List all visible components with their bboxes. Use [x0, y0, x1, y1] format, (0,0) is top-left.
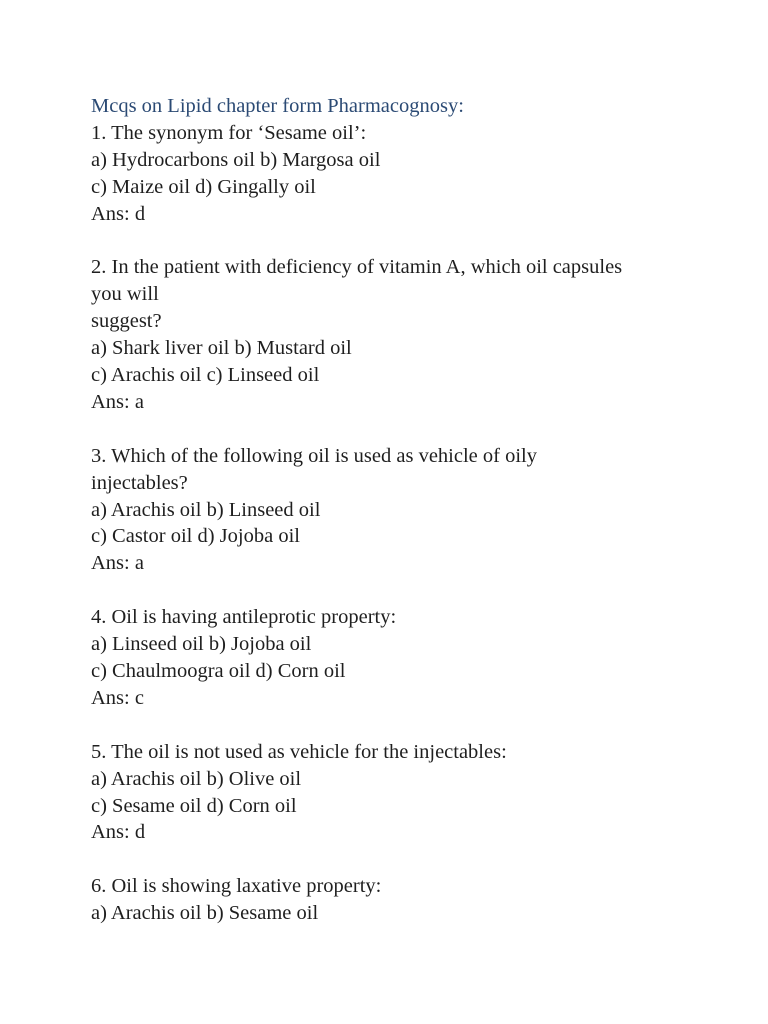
option-line: c) Arachis oil c) Linseed oil: [91, 364, 320, 387]
question-3: [91, 443, 711, 578]
question-6: [91, 873, 711, 927]
option-line: c) Chaulmoogra oil d) Corn oil: [91, 659, 346, 682]
option-line: c) Castor oil d) Jojoba oil: [91, 525, 300, 548]
question-text-line: 6. Oil is showing laxative property:: [91, 875, 382, 898]
question-text-line: 4. Oil is having antileprotic property:: [91, 606, 397, 629]
answer-line: Ans: d: [91, 821, 146, 844]
option-line: a) Arachis oil b) Linseed oil: [91, 498, 321, 521]
question-text-line: 3. Which of the following oil is used as vehicle of oily: [91, 444, 537, 467]
spacer: [91, 577, 711, 604]
option-line: a) Arachis oil b) Olive oil: [91, 767, 302, 790]
question-text-line: you will: [91, 283, 159, 306]
option-line: a) Linseed oil b) Jojoba oil: [91, 633, 312, 656]
spacer: [91, 228, 711, 255]
question-text-line: 5. The oil is not used as vehicle for the injectables:: [91, 740, 507, 763]
question-text-line: suggest?: [91, 310, 162, 333]
question-text-line: injectables?: [91, 471, 188, 494]
question-text-line: 1. The synonym for ‘Sesame oil’:: [91, 121, 367, 144]
question-text-line: 2. In the patient with deficiency of vitamin A, which oil capsules: [91, 256, 623, 279]
option-line: c) Maize oil d) Gingally oil: [91, 175, 316, 198]
option-line: a) Hydrocarbons oil b) Margosa oil: [91, 148, 381, 171]
option-line: a) Arachis oil b) Sesame oil: [91, 902, 319, 925]
question-5: [91, 739, 711, 847]
answer-line: Ans: c: [91, 686, 144, 709]
spacer: [91, 712, 711, 739]
option-line: a) Shark liver oil b) Mustard oil: [91, 337, 352, 360]
option-line: c) Sesame oil d) Corn oil: [91, 794, 297, 817]
spacer: [91, 416, 711, 443]
question-4: [91, 604, 711, 712]
spacer: [91, 846, 711, 873]
document-page: [91, 93, 711, 927]
question-1: [91, 120, 711, 228]
document-title: Mcqs on Lipid chapter form Pharmacognosy:: [91, 95, 464, 117]
answer-line: Ans: a: [91, 390, 144, 413]
answer-line: Ans: a: [91, 552, 144, 575]
answer-line: Ans: d: [91, 202, 146, 225]
question-2: [91, 254, 711, 415]
